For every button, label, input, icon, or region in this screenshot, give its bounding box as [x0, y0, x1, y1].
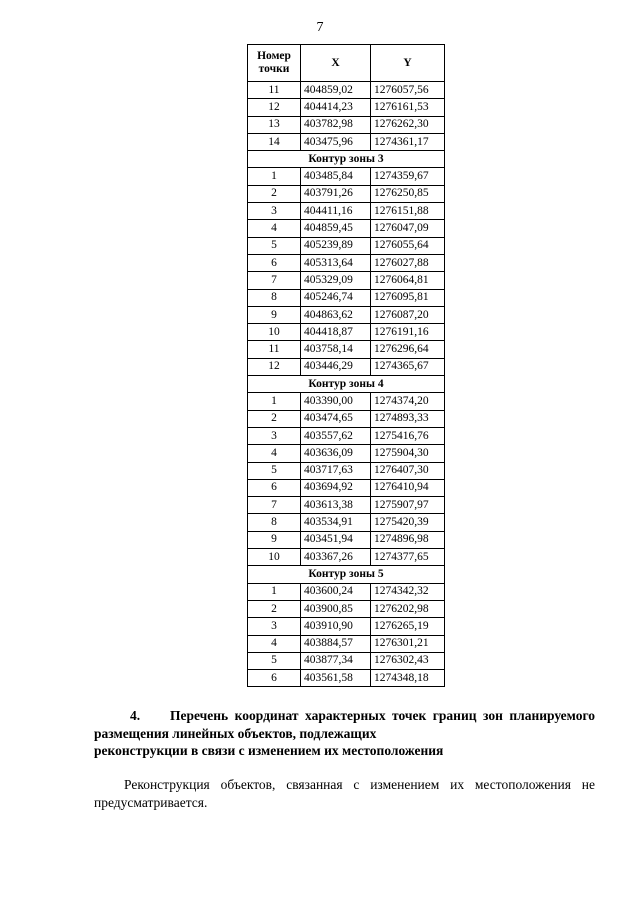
- point-number-cell: 13: [248, 116, 301, 133]
- point-number-cell: 3: [248, 203, 301, 220]
- y-cell: 1276047,09: [371, 220, 445, 237]
- x-cell: 403758,14: [301, 341, 371, 358]
- point-number-cell: 5: [248, 652, 301, 669]
- y-cell: 1274365,67: [371, 358, 445, 375]
- table-row: [248, 254, 445, 271]
- x-cell: 404414,23: [301, 99, 371, 116]
- zone-title-row: [248, 376, 445, 393]
- table-row: [248, 306, 445, 323]
- x-cell: 403694,92: [301, 479, 371, 496]
- table-row: [248, 99, 445, 116]
- x-cell: 403390,00: [301, 393, 371, 410]
- x-cell: 404411,16: [301, 203, 371, 220]
- point-number-cell: 2: [248, 600, 301, 617]
- header-x: X: [301, 45, 371, 82]
- y-cell: 1276087,20: [371, 306, 445, 323]
- x-cell: 403717,63: [301, 462, 371, 479]
- y-cell: 1276410,94: [371, 479, 445, 496]
- x-cell: 403534,91: [301, 514, 371, 531]
- point-number-cell: 4: [248, 635, 301, 652]
- point-number-cell: 2: [248, 185, 301, 202]
- point-number-cell: 4: [248, 445, 301, 462]
- table-row: [248, 358, 445, 375]
- x-cell: 404859,45: [301, 220, 371, 237]
- x-cell: 403884,57: [301, 635, 371, 652]
- y-cell: 1276064,81: [371, 272, 445, 289]
- y-cell: 1274377,65: [371, 549, 445, 566]
- point-number-cell: 5: [248, 237, 301, 254]
- table-header-row: [248, 45, 445, 82]
- table-row: [248, 549, 445, 566]
- point-number-cell: 10: [248, 324, 301, 341]
- y-cell: 1276095,81: [371, 289, 445, 306]
- y-cell: 1276407,30: [371, 462, 445, 479]
- point-number-cell: 8: [248, 514, 301, 531]
- x-cell: 403485,84: [301, 168, 371, 185]
- y-cell: 1274361,17: [371, 133, 445, 150]
- point-number-cell: 1: [248, 393, 301, 410]
- table-row: [248, 514, 445, 531]
- x-cell: 404863,62: [301, 306, 371, 323]
- point-number-cell: 12: [248, 358, 301, 375]
- x-cell: 403782,98: [301, 116, 371, 133]
- x-cell: 403910,90: [301, 618, 371, 635]
- table-row: [248, 133, 445, 150]
- point-number-cell: 6: [248, 479, 301, 496]
- table-row: [248, 600, 445, 617]
- table-row: [248, 393, 445, 410]
- point-number-cell: 11: [248, 341, 301, 358]
- section-paragraph: Реконструкция объектов, связанная с изменением их местоположения не предусматривается.: [94, 777, 595, 810]
- x-cell: 404418,87: [301, 324, 371, 341]
- table-row: [248, 220, 445, 237]
- table-row: [248, 116, 445, 133]
- table-row: [248, 168, 445, 185]
- point-number-cell: 7: [248, 497, 301, 514]
- x-cell: 403636,09: [301, 445, 371, 462]
- y-cell: 1276296,64: [371, 341, 445, 358]
- table-row: [248, 185, 445, 202]
- table-row: [248, 635, 445, 652]
- y-cell: 1276262,30: [371, 116, 445, 133]
- page-number: 7: [316, 20, 324, 35]
- zone-title: Контур зоны 4: [248, 376, 445, 393]
- point-number-cell: 6: [248, 670, 301, 687]
- point-number-cell: 10: [248, 549, 301, 566]
- section-number: 4.: [130, 708, 141, 723]
- zone-title: Контур зоны 3: [248, 151, 445, 168]
- point-number-cell: 6: [248, 254, 301, 271]
- x-cell: 403561,58: [301, 670, 371, 687]
- zone-title-row: [248, 151, 445, 168]
- y-cell: 1275907,97: [371, 497, 445, 514]
- table-row: [248, 289, 445, 306]
- point-number-cell: 12: [248, 99, 301, 116]
- table-row: [248, 324, 445, 341]
- x-cell: 403877,34: [301, 652, 371, 669]
- y-cell: 1275420,39: [371, 514, 445, 531]
- x-cell: 405313,64: [301, 254, 371, 271]
- x-cell: 404859,02: [301, 82, 371, 99]
- section-heading: [94, 707, 595, 760]
- table-row: [248, 445, 445, 462]
- point-number-cell: 7: [248, 272, 301, 289]
- x-cell: 405239,89: [301, 237, 371, 254]
- table-row: [248, 203, 445, 220]
- x-cell: 403613,38: [301, 497, 371, 514]
- x-cell: 403900,85: [301, 600, 371, 617]
- point-number-cell: 14: [248, 133, 301, 150]
- y-cell: 1276027,88: [371, 254, 445, 271]
- table-row: [248, 618, 445, 635]
- x-cell: 403367,26: [301, 549, 371, 566]
- point-number-cell: 3: [248, 427, 301, 444]
- y-cell: 1274342,32: [371, 583, 445, 600]
- point-number-cell: 8: [248, 289, 301, 306]
- x-cell: 403557,62: [301, 427, 371, 444]
- y-cell: 1274374,20: [371, 393, 445, 410]
- y-cell: 1276302,43: [371, 652, 445, 669]
- x-cell: 403474,65: [301, 410, 371, 427]
- y-cell: 1276265,19: [371, 618, 445, 635]
- x-cell: 405246,74: [301, 289, 371, 306]
- table-row: [248, 272, 445, 289]
- section-title-line1: Перечень координат характерных точек границ зон планируемого размещения линейных объектов, подлежащих: [94, 708, 595, 741]
- x-cell: 403446,29: [301, 358, 371, 375]
- zone-title: Контур зоны 5: [248, 566, 445, 583]
- header-y: Y: [371, 45, 445, 82]
- y-cell: 1276301,21: [371, 635, 445, 652]
- header-point-number: Номер точки: [248, 45, 301, 82]
- table-row: [248, 652, 445, 669]
- table-row: [248, 427, 445, 444]
- y-cell: 1276161,53: [371, 99, 445, 116]
- y-cell: 1275904,30: [371, 445, 445, 462]
- y-cell: 1274893,33: [371, 410, 445, 427]
- y-cell: 1276202,98: [371, 600, 445, 617]
- table-row: [248, 531, 445, 548]
- y-cell: 1275416,76: [371, 427, 445, 444]
- section-title-line2: реконструкции в связи с изменением их местоположения: [94, 743, 444, 758]
- x-cell: 403451,94: [301, 531, 371, 548]
- y-cell: 1274896,98: [371, 531, 445, 548]
- table-row: [248, 237, 445, 254]
- point-number-cell: 2: [248, 410, 301, 427]
- point-number-cell: 1: [248, 168, 301, 185]
- coordinates-table: [247, 44, 445, 687]
- y-cell: 1276191,16: [371, 324, 445, 341]
- table-row: [248, 670, 445, 687]
- point-number-cell: 9: [248, 306, 301, 323]
- point-number-cell: 1: [248, 583, 301, 600]
- zone-title-row: [248, 566, 445, 583]
- y-cell: 1276151,88: [371, 203, 445, 220]
- x-cell: 403475,96: [301, 133, 371, 150]
- y-cell: 1276250,85: [371, 185, 445, 202]
- table-row: [248, 583, 445, 600]
- y-cell: 1276057,56: [371, 82, 445, 99]
- x-cell: 403791,26: [301, 185, 371, 202]
- table-row: [248, 410, 445, 427]
- table-row: [248, 497, 445, 514]
- y-cell: 1274359,67: [371, 168, 445, 185]
- y-cell: 1276055,64: [371, 237, 445, 254]
- table-row: [248, 341, 445, 358]
- table-row: [248, 479, 445, 496]
- point-number-cell: 3: [248, 618, 301, 635]
- point-number-cell: 9: [248, 531, 301, 548]
- y-cell: 1274348,18: [371, 670, 445, 687]
- table-row: [248, 82, 445, 99]
- point-number-cell: 11: [248, 82, 301, 99]
- table-body: [248, 82, 445, 687]
- point-number-cell: 5: [248, 462, 301, 479]
- table-row: [248, 462, 445, 479]
- x-cell: 403600,24: [301, 583, 371, 600]
- point-number-cell: 4: [248, 220, 301, 237]
- x-cell: 405329,09: [301, 272, 371, 289]
